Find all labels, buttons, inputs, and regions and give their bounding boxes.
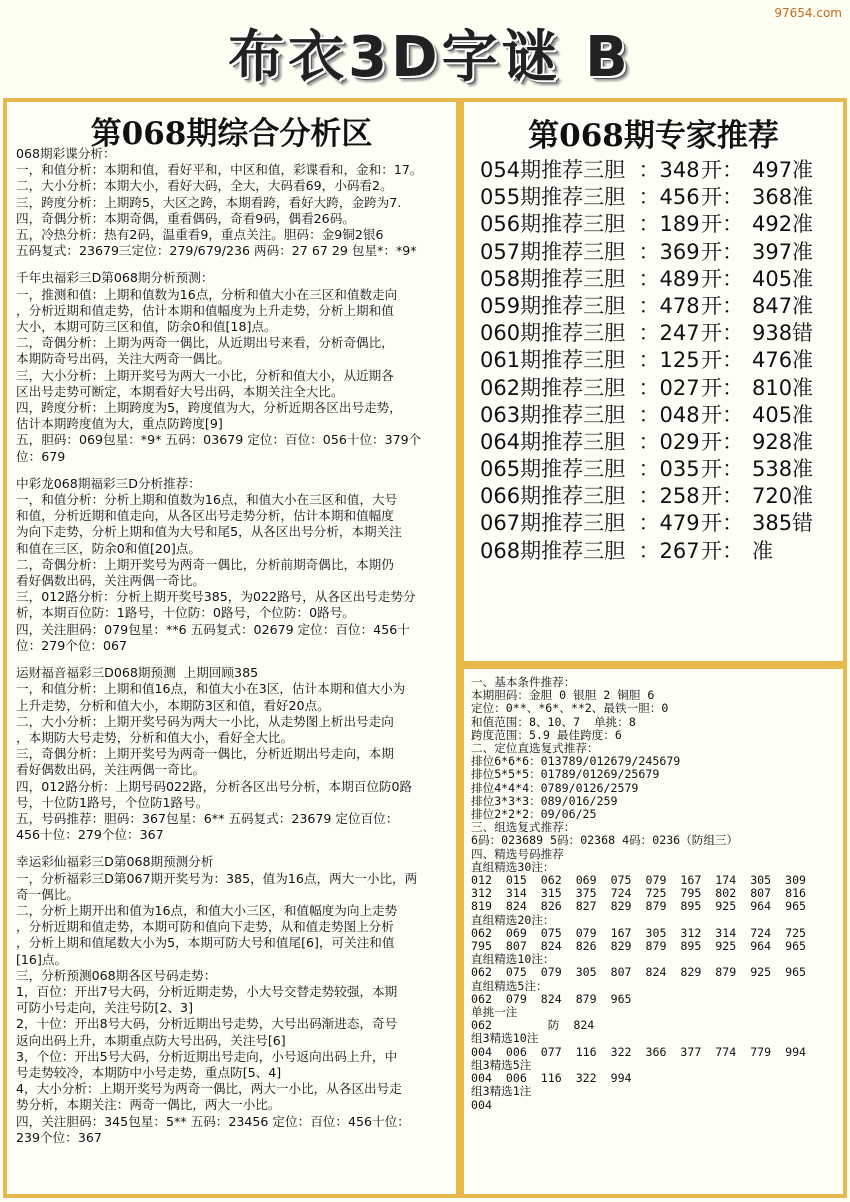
analysis-line: 和值在三区，防余0和值[20]点。 (16, 540, 201, 556)
analysis-panel (3, 98, 460, 1198)
analysis-line: ，本期防大号走势，分析和值大小，看好全大比。 (16, 729, 294, 745)
conditions-line: 三、组选复式推荐： (471, 820, 576, 835)
expert-row (480, 293, 840, 320)
expert-row (480, 266, 840, 293)
conditions-line: 一、基本条件推荐： (471, 675, 576, 689)
analysis-line: 二，奇偶分析：上期开奖号为两奇一偶比，分析前期奇偶比，本期仍 (16, 556, 394, 572)
analysis-line: 三，奇偶分析：上期开奖号为两奇一偶比，分析近期出号走向，本期 (16, 746, 394, 762)
analysis-line: 三，跨度分析：上期跨5，大区之跨，本期看跨，看好大跨，金跨为7. (16, 194, 402, 210)
expert-panel (460, 98, 847, 665)
expert-row-pick: ：125 (638, 348, 700, 373)
analysis-body (16, 146, 456, 1146)
expert-row (480, 483, 840, 510)
expert-row-label: 061期推荐三胆 (480, 348, 626, 373)
expert-row-result: 476准 (751, 348, 814, 373)
analysis-line: 一，和值分析：本期和值，看好平和，中区和值，彩谍看和，金和：17。 (16, 162, 423, 178)
expert-row-label: 058期推荐三胆 (480, 266, 626, 291)
analysis-line: 239个位：367 (16, 1129, 102, 1145)
expert-row-result: 497准 (751, 158, 814, 182)
expert-row-label: 056期推荐三胆 (480, 212, 626, 237)
expert-row (480, 429, 840, 456)
conditions-line: 819 824 826 827 829 879 895 925 964 965 (471, 899, 807, 914)
conditions-line: 排位2*2*2：09/06/25 (471, 807, 597, 822)
analysis-line: ，分析近期和值走势，本期可防和值向下走势，从和值走势图上分析 (16, 919, 394, 935)
analysis-line: 位：279个位：067 (16, 637, 128, 653)
expert-row-pick: ：027 (638, 375, 700, 400)
analysis-line: 本期防奇号出码，关注大两奇一偶比。 (16, 351, 231, 367)
expert-row (480, 211, 840, 238)
expert-row-label: 063期推荐三胆 (480, 402, 626, 427)
expert-row-result: 938错 (751, 321, 814, 346)
expert-row-label: 062期推荐三胆 (480, 375, 626, 400)
expert-row-open-label: 开： (701, 348, 744, 373)
conditions-line: 四、精选号码推荐 (471, 846, 564, 861)
analysis-line: 二，奇偶分析：上期为两奇一偶比，从近期出号来看，分析奇偶比， (16, 335, 394, 351)
analysis-line: ，分析近期和值走势，估计本期和值幅度为上升走势，分析上期和值 (16, 302, 394, 318)
expert-row-pick: ：035 (638, 457, 700, 482)
analysis-line: ，分析上期和值尾数大小为5，本期可防大号和值尾[6]，可关注和值 (16, 935, 395, 951)
block-gap (16, 259, 456, 270)
expert-title: 第068期专家推荐 (528, 118, 779, 154)
analysis-line: 为向下走势，分析上期和值为大号和尾5，从各区出号分析，本期关注 (16, 524, 402, 540)
expert-row-result: 538准 (751, 457, 814, 482)
conditions-line: 排位6*6*6：013789/012679/245679 (471, 754, 681, 769)
conditions-line: 本期胆码：金胆 0 银胆 2 铜胆 6 (471, 688, 655, 703)
conditions-line: 直组精选20注： (471, 912, 555, 927)
expert-row (480, 347, 840, 374)
expert-row (480, 402, 840, 429)
expert-row-result: 492准 (751, 212, 814, 237)
analysis-title: 第068期综合分析区 (90, 116, 373, 152)
analysis-line: 456十位：279个位：367 (16, 827, 164, 843)
expert-row-result: 405准 (751, 402, 814, 427)
expert-row (480, 375, 840, 402)
conditions-line: 004 006 077 116 322 366 377 774 779 994 (471, 1044, 807, 1059)
site-watermark: 97654.com (774, 6, 842, 20)
expert-row-result: 368准 (751, 185, 814, 210)
expert-row-open-label: 开： (701, 538, 744, 563)
analysis-line: 四，奇偶分析：本期奇偶，重看偶码，奇看9码，偶看26码。 (16, 210, 355, 226)
expert-row-result: 810准 (751, 375, 814, 400)
expert-row-open-label: 开： (701, 158, 744, 182)
conditions-panel (460, 665, 847, 1198)
conditions-line: 012 015 062 069 075 079 167 174 305 309 (471, 873, 807, 888)
expert-row-label: 064期推荐三胆 (480, 429, 626, 454)
analysis-line: 三，012路分析：分析上期开奖号385，为022路号，从各区出号走势分 (16, 589, 416, 605)
conditions-line: 排位3*3*3：089/016/259 (471, 793, 618, 808)
analysis-line: 二，分析上期开出和值为16点，和值大小三区，和值幅度为向上走势 (16, 902, 398, 918)
expert-row-label: 065期推荐三胆 (480, 457, 626, 482)
conditions-line: 直组精选10注： (471, 952, 555, 967)
expert-row-pick: ：489 (638, 266, 700, 291)
analysis-line: 四，012路分析：上期号码022路，分析各区出号分析，本期百位防0路 (16, 778, 413, 794)
block-gap (16, 465, 456, 476)
expert-row-label: 066期推荐三胆 (480, 484, 626, 509)
expert-row (480, 456, 840, 483)
expert-row-label: 054期推荐三胆 (480, 158, 626, 182)
analysis-line: 四，关注胆码：079包星：**6 五码复式：02679 定位：百位：456十 (16, 621, 410, 637)
expert-row-open-label: 开： (701, 429, 744, 454)
expert-row-result: 397准 (751, 239, 814, 264)
analysis-line: 大小，本期可防三区和值，防余0和值[18]点。 (16, 319, 277, 335)
expert-row-result: 847准 (751, 293, 814, 318)
analysis-block-heading: 幸运彩仙福彩三D第068期预测分析 (16, 854, 214, 870)
analysis-line: 五，胆码：069包星：*9* 五码：03679 定位：百位：056十位：379个 (16, 432, 422, 448)
expert-row-pick: ：247 (638, 321, 700, 346)
analysis-line: 看好偶数出码，关注两偶一奇比。 (16, 762, 205, 778)
expert-row-open-label: 开： (701, 484, 744, 509)
expert-row-open-label: 开： (701, 293, 744, 318)
conditions-line: 和值范围：8、10、7 单挑：8 (471, 714, 636, 729)
analysis-line: 看好偶数出码，关注两偶一奇比。 (16, 573, 205, 589)
analysis-line: 估计本期跨度值为大，重点防跨度[9] (16, 416, 223, 432)
expert-list (480, 157, 840, 565)
conditions-line: 组3精选1注 (471, 1084, 532, 1099)
analysis-block-heading: 千年虫福彩三D第068期分析预测： (16, 270, 214, 286)
conditions-body (471, 676, 841, 1112)
expert-row-open-label: 开： (701, 511, 744, 536)
analysis-line: 1，百位：开出7号大码，分析近期走势，小大号交替走势较强，本期 (16, 983, 398, 999)
expert-row-pick: ：348 (638, 158, 700, 182)
expert-row-pick: ：478 (638, 293, 700, 318)
block-gap (16, 654, 456, 665)
expert-row-label: 068期推荐三胆 (480, 538, 626, 563)
expert-row-result: 405准 (751, 266, 814, 291)
conditions-line: 排位4*4*4：0789/0126/2579 (471, 780, 639, 795)
expert-row (480, 538, 840, 565)
page-banner (150, 14, 710, 92)
conditions-line: 062 防 824 (471, 1018, 595, 1033)
analysis-line: 上升走势，分析和值大小，本期防3区和值，看好20点。 (16, 697, 330, 713)
expert-row (480, 157, 840, 184)
conditions-line: 004 006 116 322 994 (471, 1071, 632, 1086)
analysis-line: 三，分析预测068期各区号码走势： (16, 967, 217, 983)
analysis-line: 四，关注胆码：345包星：5** 五码：23456 定位：百位：456十位： (16, 1113, 410, 1129)
expert-row-label: 057期推荐三胆 (480, 239, 626, 264)
analysis-line: 四，跨度分析：上期跨度为5，跨度值为大，分析近期各区出号走势， (16, 400, 402, 416)
expert-row-pick: ：369 (638, 239, 700, 264)
conditions-line: 排位5*5*5：01789/01269/25679 (471, 767, 660, 782)
expert-row (480, 510, 840, 537)
conditions-line: 直组精选5注： (471, 978, 548, 993)
conditions-line: 062 069 075 079 167 305 312 314 724 725 (471, 925, 807, 940)
analysis-line: 奇一偶比。 (16, 886, 79, 902)
analysis-line: 返向出码上升，本期重点防大号出码，关注号[6] (16, 1032, 286, 1048)
analysis-line: 区出号走势可断定，本期看好大号出码，本期关注全大比。 (16, 383, 344, 399)
conditions-line: 062 079 824 879 965 (471, 991, 632, 1006)
analysis-line: 势分析，本期关注：两奇一偶比，两大一小比。 (16, 1097, 281, 1113)
analysis-line: 号走势较冷，本期防中小号走势，重点防[5、4] (16, 1064, 282, 1080)
expert-row-result: 385错 (751, 511, 814, 536)
expert-row-result: 928准 (751, 429, 814, 454)
conditions-line: 二、定位直选复式推荐： (471, 741, 599, 756)
expert-row-open-label: 开： (701, 239, 744, 264)
expert-row-pick: ：456 (638, 185, 700, 210)
analysis-line: [16]点。 (16, 951, 68, 967)
conditions-line: 6码：023689 5码：02368 4码：0236（防组三） (471, 833, 739, 848)
analysis-line: 一，和值分析：分析上期和值数为16点，和值大小在三区和值，大号 (16, 492, 398, 508)
expert-row-open-label: 开： (701, 457, 744, 482)
conditions-line: 062 075 079 305 807 824 829 879 925 965 (471, 965, 807, 980)
conditions-line: 跨度范围：5.9 最佳跨度：6 (471, 727, 622, 742)
expert-row-label: 067期推荐三胆 (480, 511, 626, 536)
analysis-line: 3，个位：开出5号大码，分析近期出号走向，小号返向出码上升，中 (16, 1048, 398, 1064)
conditions-line: 795 807 824 826 829 879 895 925 964 965 (471, 939, 807, 954)
analysis-block-heading: 运财福音福彩三D068期预测 上期回顾385 (16, 665, 259, 681)
analysis-line: 三，大小分析：上期开奖号为两大一小比，分析和值大小，从近期各 (16, 367, 394, 383)
analysis-block-heading: 中彩龙068期福彩三D分析推荐： (16, 475, 201, 491)
analysis-line: 一，分析福彩三D第067期开奖号为：385，值为16点，两大一小比，两 (16, 870, 418, 886)
expert-row (480, 184, 840, 211)
expert-row-open-label: 开： (701, 212, 744, 237)
conditions-line: 004 (471, 1097, 492, 1112)
analysis-line: 五码复式：23679三定位：279/679/236 两码：27 67 29 包星*：*9* (16, 243, 417, 259)
analysis-line: 一，和值分析：上期和值16点，和值大小在3区，估计本期和值大小为 (16, 681, 406, 697)
analysis-line: 二，大小分析：本期大小，看好大码，全大，大码看69，小码看2。 (16, 178, 393, 194)
analysis-line: 可防小号走向，关注号防[2、3] (16, 1000, 193, 1016)
expert-row-open-label: 开： (701, 185, 744, 210)
expert-row-open-label: 开： (701, 321, 744, 346)
block-gap (16, 843, 456, 854)
expert-row-result: 准 (751, 538, 773, 563)
expert-row (480, 239, 840, 266)
expert-row-open-label: 开： (701, 402, 744, 427)
analysis-line: 位：679 (16, 448, 66, 464)
expert-row-pick: ：479 (638, 511, 700, 536)
conditions-line: 定位：0**、*6*、**2、最铁一胆：0 (471, 701, 669, 716)
conditions-line: 组3精选5注 (471, 1057, 532, 1072)
conditions-line: 312 314 315 375 724 725 795 802 807 816 (471, 886, 807, 901)
expert-row-pick: ：189 (638, 212, 700, 237)
analysis-line: 五，冷热分析：热有2码，温重看9，重点关注。胆码：金9铜2银6 (16, 227, 384, 243)
analysis-line: 五，号码推荐：胆码：367包星：6** 五码复式：23679 定位百位： (16, 810, 399, 826)
expert-row-pick: ：029 (638, 429, 700, 454)
expert-row-pick: ：267 (638, 538, 700, 563)
expert-row-pick: ：048 (638, 402, 700, 427)
analysis-line: 析，本期百位防：1路号，十位防：0路号，个位防：0路号。 (16, 605, 355, 621)
expert-row-label: 055期推荐三胆 (480, 185, 626, 210)
expert-row-open-label: 开： (701, 266, 744, 291)
conditions-line: 直组精选30注： (471, 859, 555, 874)
analysis-line: 2，十位：开出8号大码，分析近期出号走势，大号出码渐进态，奇号 (16, 1016, 398, 1032)
analysis-line: 和值，分析近期和值走向，从各区出号走势分析，估计本期和值幅度 (16, 508, 394, 524)
analysis-line: 二，大小分析：上期开奖号码为两大一小比，从走势图上析出号走向 (16, 713, 394, 729)
expert-row (480, 320, 840, 347)
analysis-block-heading: 068期彩谍分析： (16, 146, 116, 161)
expert-row-pick: ：258 (638, 484, 700, 509)
conditions-line: 组3精选10注 (471, 1031, 539, 1046)
analysis-line: 4，大小分析：上期开奖号为两奇一偶比，两大一小比，从各区出号走 (16, 1081, 402, 1097)
expert-row-label: 060期推荐三胆 (480, 321, 626, 346)
banner-title: 布衣3D字谜 B (228, 25, 632, 90)
expert-row-open-label: 开： (701, 375, 744, 400)
conditions-line: 单挑一注 (471, 1005, 518, 1020)
analysis-line: 号，十位防1路号，个位防1路号。 (16, 794, 209, 810)
expert-row-label: 059期推荐三胆 (480, 293, 626, 318)
expert-row-result: 720准 (751, 484, 814, 509)
analysis-line: 一，推测和值：上期和值数为16点，分析和值大小在三区和值数走向 (16, 286, 398, 302)
